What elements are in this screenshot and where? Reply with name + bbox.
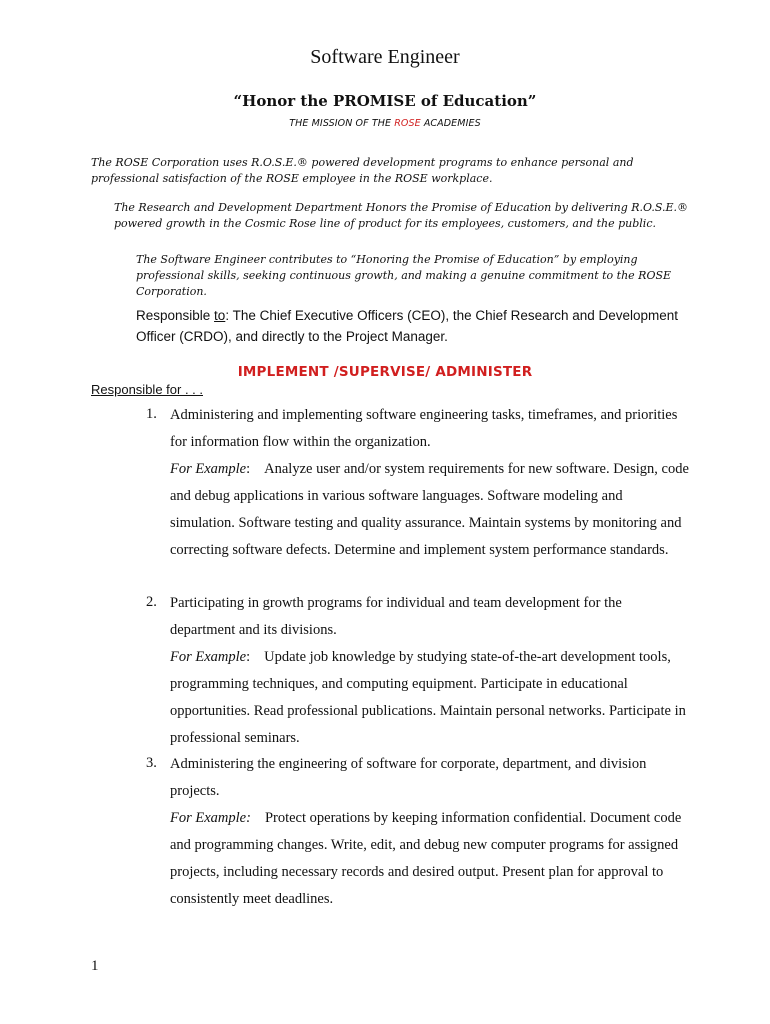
responsible-to-statement [136, 305, 696, 347]
list-item-text: Participating in growth programs for individual and team development for the department and its divisions. [170, 595, 622, 638]
list-item-example [170, 805, 690, 913]
list-item-text: Administering and implementing software engineering tasks, timeframes, and priorities for information flow within the organization. [170, 407, 678, 450]
motto-heading: “Honor the PROMISE of Education” [233, 92, 537, 110]
mission-suffix: ACADEMIES [420, 118, 481, 129]
list-item [170, 751, 690, 913]
responsible-to-lead: Responsible [136, 308, 215, 323]
list-item-example [170, 644, 690, 752]
example-label: For Example: [170, 649, 251, 665]
page-title: Software Engineer [310, 46, 460, 68]
page-number: 1 [91, 958, 99, 974]
list-item-number: 2. [146, 594, 157, 610]
list-item-number: 3. [146, 755, 157, 771]
list-item-text: Administering the engineering of software for corporate, department, and division projects. [170, 756, 647, 799]
list-item [170, 590, 690, 752]
list-item-example [170, 456, 690, 564]
intro-paragraph-department: The Research and Development Department Honors the Promise of Education by delivering R.O.S.E.® powered growth in the Cosmic Rose line of product for its employees, customers, and the public. [114, 201, 689, 230]
responsible-to-text: : The Chief Executive Officers (CEO), the Chief Research and Development Officer (CRDO), and directly to the Project Manager. [136, 308, 679, 344]
example-text: Protect operations by keeping information confidential. Document code and programming changes. Write, edit, and debug new computer programs for assigned projects, including necessary records and desired output. Present plan for approval to consistently meet deadlines. [170, 810, 682, 907]
mission-line [0, 118, 770, 129]
mission-highlight: ROSE [394, 118, 421, 129]
responsible-to-underlined: to [214, 308, 226, 323]
responsible-for-label: Responsible for . . . [91, 382, 203, 397]
list-item-number: 1. [146, 406, 157, 422]
example-text: Update job knowledge by studying state-of-the-art development tools, programming techniques, and computing equipment. Participate in educational opportunities. Read professional publications. Maintain personal networks. Participate in professional seminars. [170, 649, 686, 746]
section-heading: IMPLEMENT /SUPERVISE/ ADMINISTER [237, 364, 533, 380]
example-label: For Example: [170, 461, 251, 477]
list-item [170, 402, 690, 564]
example-label: For Example: [170, 810, 251, 826]
example-text: Analyze user and/or system requirements for new software. Design, code and debug applications in various software languages. Software modeling and simulation. Software testing and quality assurance. Maintain systems by monitoring and correcting software defects. Determine and implement system performance standards. [170, 461, 689, 558]
intro-paragraph-role: The Software Engineer contributes to “Honoring the Promise of Education” by employing professional skills, seeking continuous growth, and making a genuine commitment to the ROSE Corporation. [136, 253, 672, 298]
mission-prefix: THE MISSION OF THE [289, 118, 395, 129]
intro-paragraph-corporation: The ROSE Corporation uses R.O.S.E.® powered development programs to enhance personal and professional satisfaction of the ROSE employee in the ROSE workplace. [91, 156, 634, 185]
